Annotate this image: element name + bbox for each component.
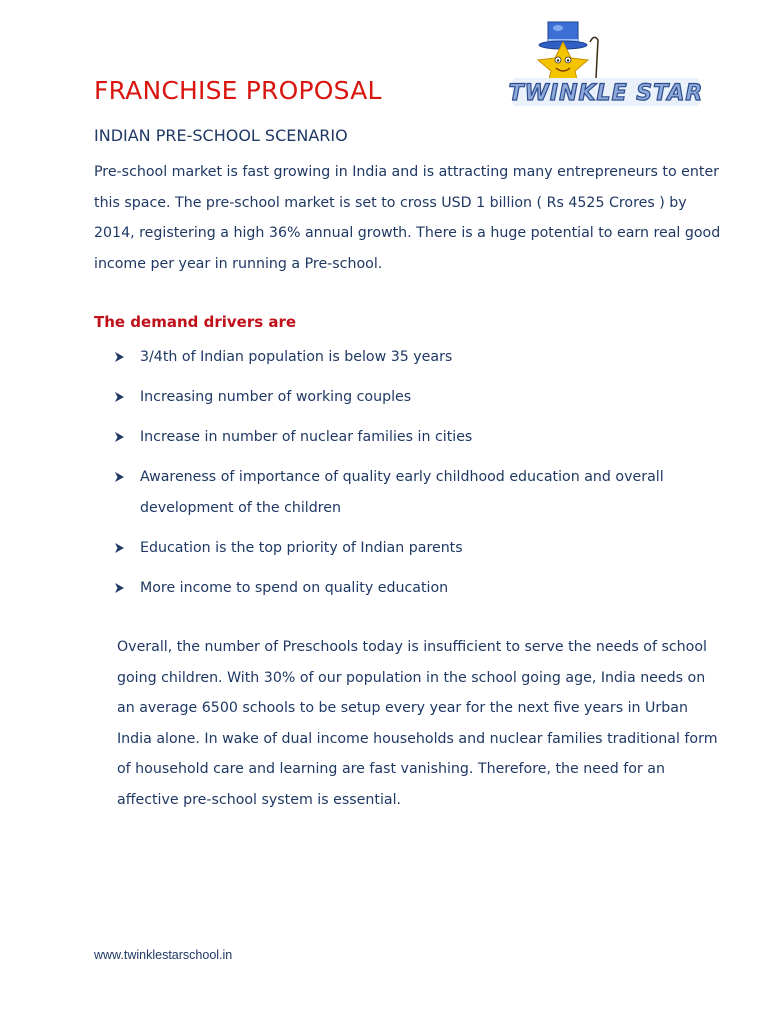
logo-wordmark <box>509 78 704 106</box>
arrow-bullet-icon <box>114 342 128 372</box>
list-item <box>114 533 724 564</box>
svg-text:TWINKLE STAR: TWINKLE STAR <box>508 81 704 106</box>
list-item-text: Awareness of importance of quality early childhood education and overall development of the children <box>140 469 664 516</box>
demand-drivers-list <box>114 342 724 613</box>
overall-paragraph: Overall, the number of Preschools today is insufficient to serve the needs of school going children. With 30% of our population in the school going age, India needs on an average 6500 schools to be setup every year for the next five years in Urban India alone. In wake of dual income households and nuclear families traditional form of household care and learning are fast vanishing. Therefore, the need for an affective pre-school system is essential. <box>117 639 718 808</box>
arrow-bullet-icon <box>114 573 128 603</box>
section-heading: INDIAN PRE-SCHOOL SCENARIO <box>94 126 348 145</box>
list-item-text: Education is the top priority of Indian parents <box>140 539 463 556</box>
list-item <box>114 422 724 453</box>
demand-drivers-heading: The demand drivers are <box>94 313 297 331</box>
footer-website-link[interactable]: www.twinklestarschool.in <box>94 948 233 962</box>
intro-paragraph: Pre-school market is fast growing in India and is attracting many entrepreneurs to enter this space. The pre-school market is set to cross USD 1 billion ( Rs 4525 Crores ) by 2014, registering a high 36% annual growth. There is a huge potential to earn real good income per year in running a Pre-school. <box>94 164 721 272</box>
arrow-bullet-icon <box>114 462 128 492</box>
list-item <box>114 573 724 604</box>
list-item <box>114 342 724 373</box>
list-item <box>114 382 724 413</box>
twinkle-star-logo <box>508 20 704 110</box>
arrow-bullet-icon <box>114 422 128 452</box>
list-item-text: More income to spend on quality education <box>140 579 449 596</box>
list-item <box>114 462 724 523</box>
list-item-text: Increasing number of working couples <box>140 389 412 405</box>
list-item-text: Increase in number of nuclear families in cities <box>140 429 473 445</box>
arrow-bullet-icon <box>114 382 128 412</box>
document-title: FRANCHISE PROPOSAL <box>94 76 382 105</box>
list-item-text: 3/4th of Indian population is below 35 years <box>140 349 453 365</box>
arrow-bullet-icon <box>114 533 128 563</box>
